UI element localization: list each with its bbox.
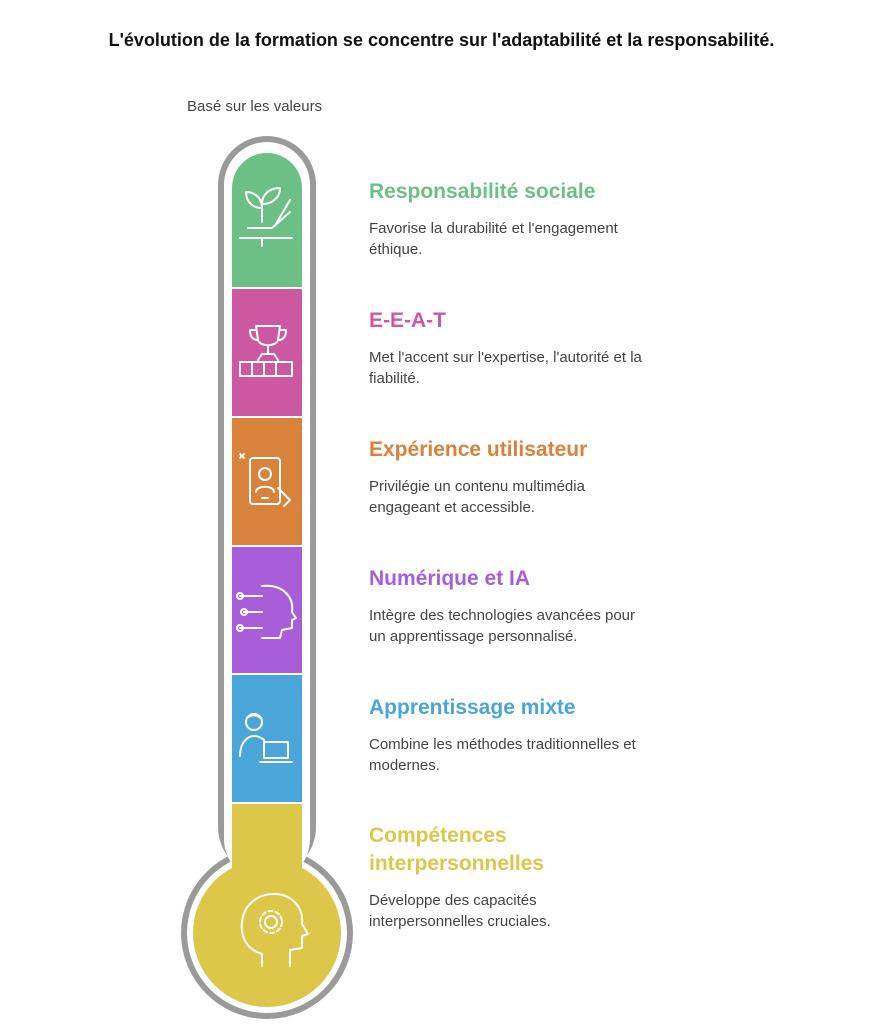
stage-description [369, 734, 729, 776]
stage-title: Responsabilité sociale [369, 180, 596, 203]
stage-title-line: Compétences [369, 824, 507, 847]
stage-title: Numérique et IA [369, 567, 531, 590]
stage-description-line: Favorise la durabilité et l'engagement [369, 220, 618, 237]
stage-description-line: Intègre des technologies avancées pour [369, 607, 636, 624]
stage-description-line: Combine les méthodes traditionnelles et [369, 736, 636, 753]
stage-description-line: modernes. [369, 757, 440, 774]
stage-title-line: interpersonnelles [369, 852, 545, 875]
stage-ux [369, 436, 729, 518]
stage-title [369, 822, 729, 878]
stage-soft [369, 822, 729, 932]
stage-description-line: Met l'accent sur l'expertise, l'autorité et la [369, 349, 642, 366]
stage-mixed [369, 694, 729, 776]
stage-description [369, 347, 729, 389]
segment-mixed [232, 674, 302, 803]
stage-description-line: engageant et accessible. [369, 499, 535, 516]
stage-description [369, 890, 729, 932]
stage-description [369, 218, 729, 260]
segment-social [232, 153, 302, 288]
stage-description-line: fiabilité. [369, 370, 420, 387]
stage-social [369, 178, 729, 260]
segment-ux [232, 417, 302, 546]
scale-top-label: Basé sur les valeurs [187, 98, 323, 115]
page-title: L'évolution de la formation se concentre sur l'adaptabilité et la responsabilité. [108, 30, 775, 50]
stage-description-line: un apprentissage personnalisé. [369, 628, 578, 645]
stage-description-line: Développe des capacités [369, 892, 537, 909]
stage-title: E-E-A-T [369, 309, 446, 332]
segment-soft [193, 803, 341, 1007]
stage-title: Apprentissage mixte [369, 696, 576, 719]
stage-digital [369, 565, 729, 647]
stage-description-line: interpersonnelles cruciales. [369, 913, 551, 930]
stage-description [369, 605, 729, 647]
stage-description-line: éthique. [369, 241, 423, 258]
stage-description [369, 476, 729, 518]
stage-description-line: Privilégie un contenu multimédia [369, 478, 585, 495]
stage-title: Expérience utilisateur [369, 438, 588, 461]
stage-eeat [369, 307, 729, 389]
